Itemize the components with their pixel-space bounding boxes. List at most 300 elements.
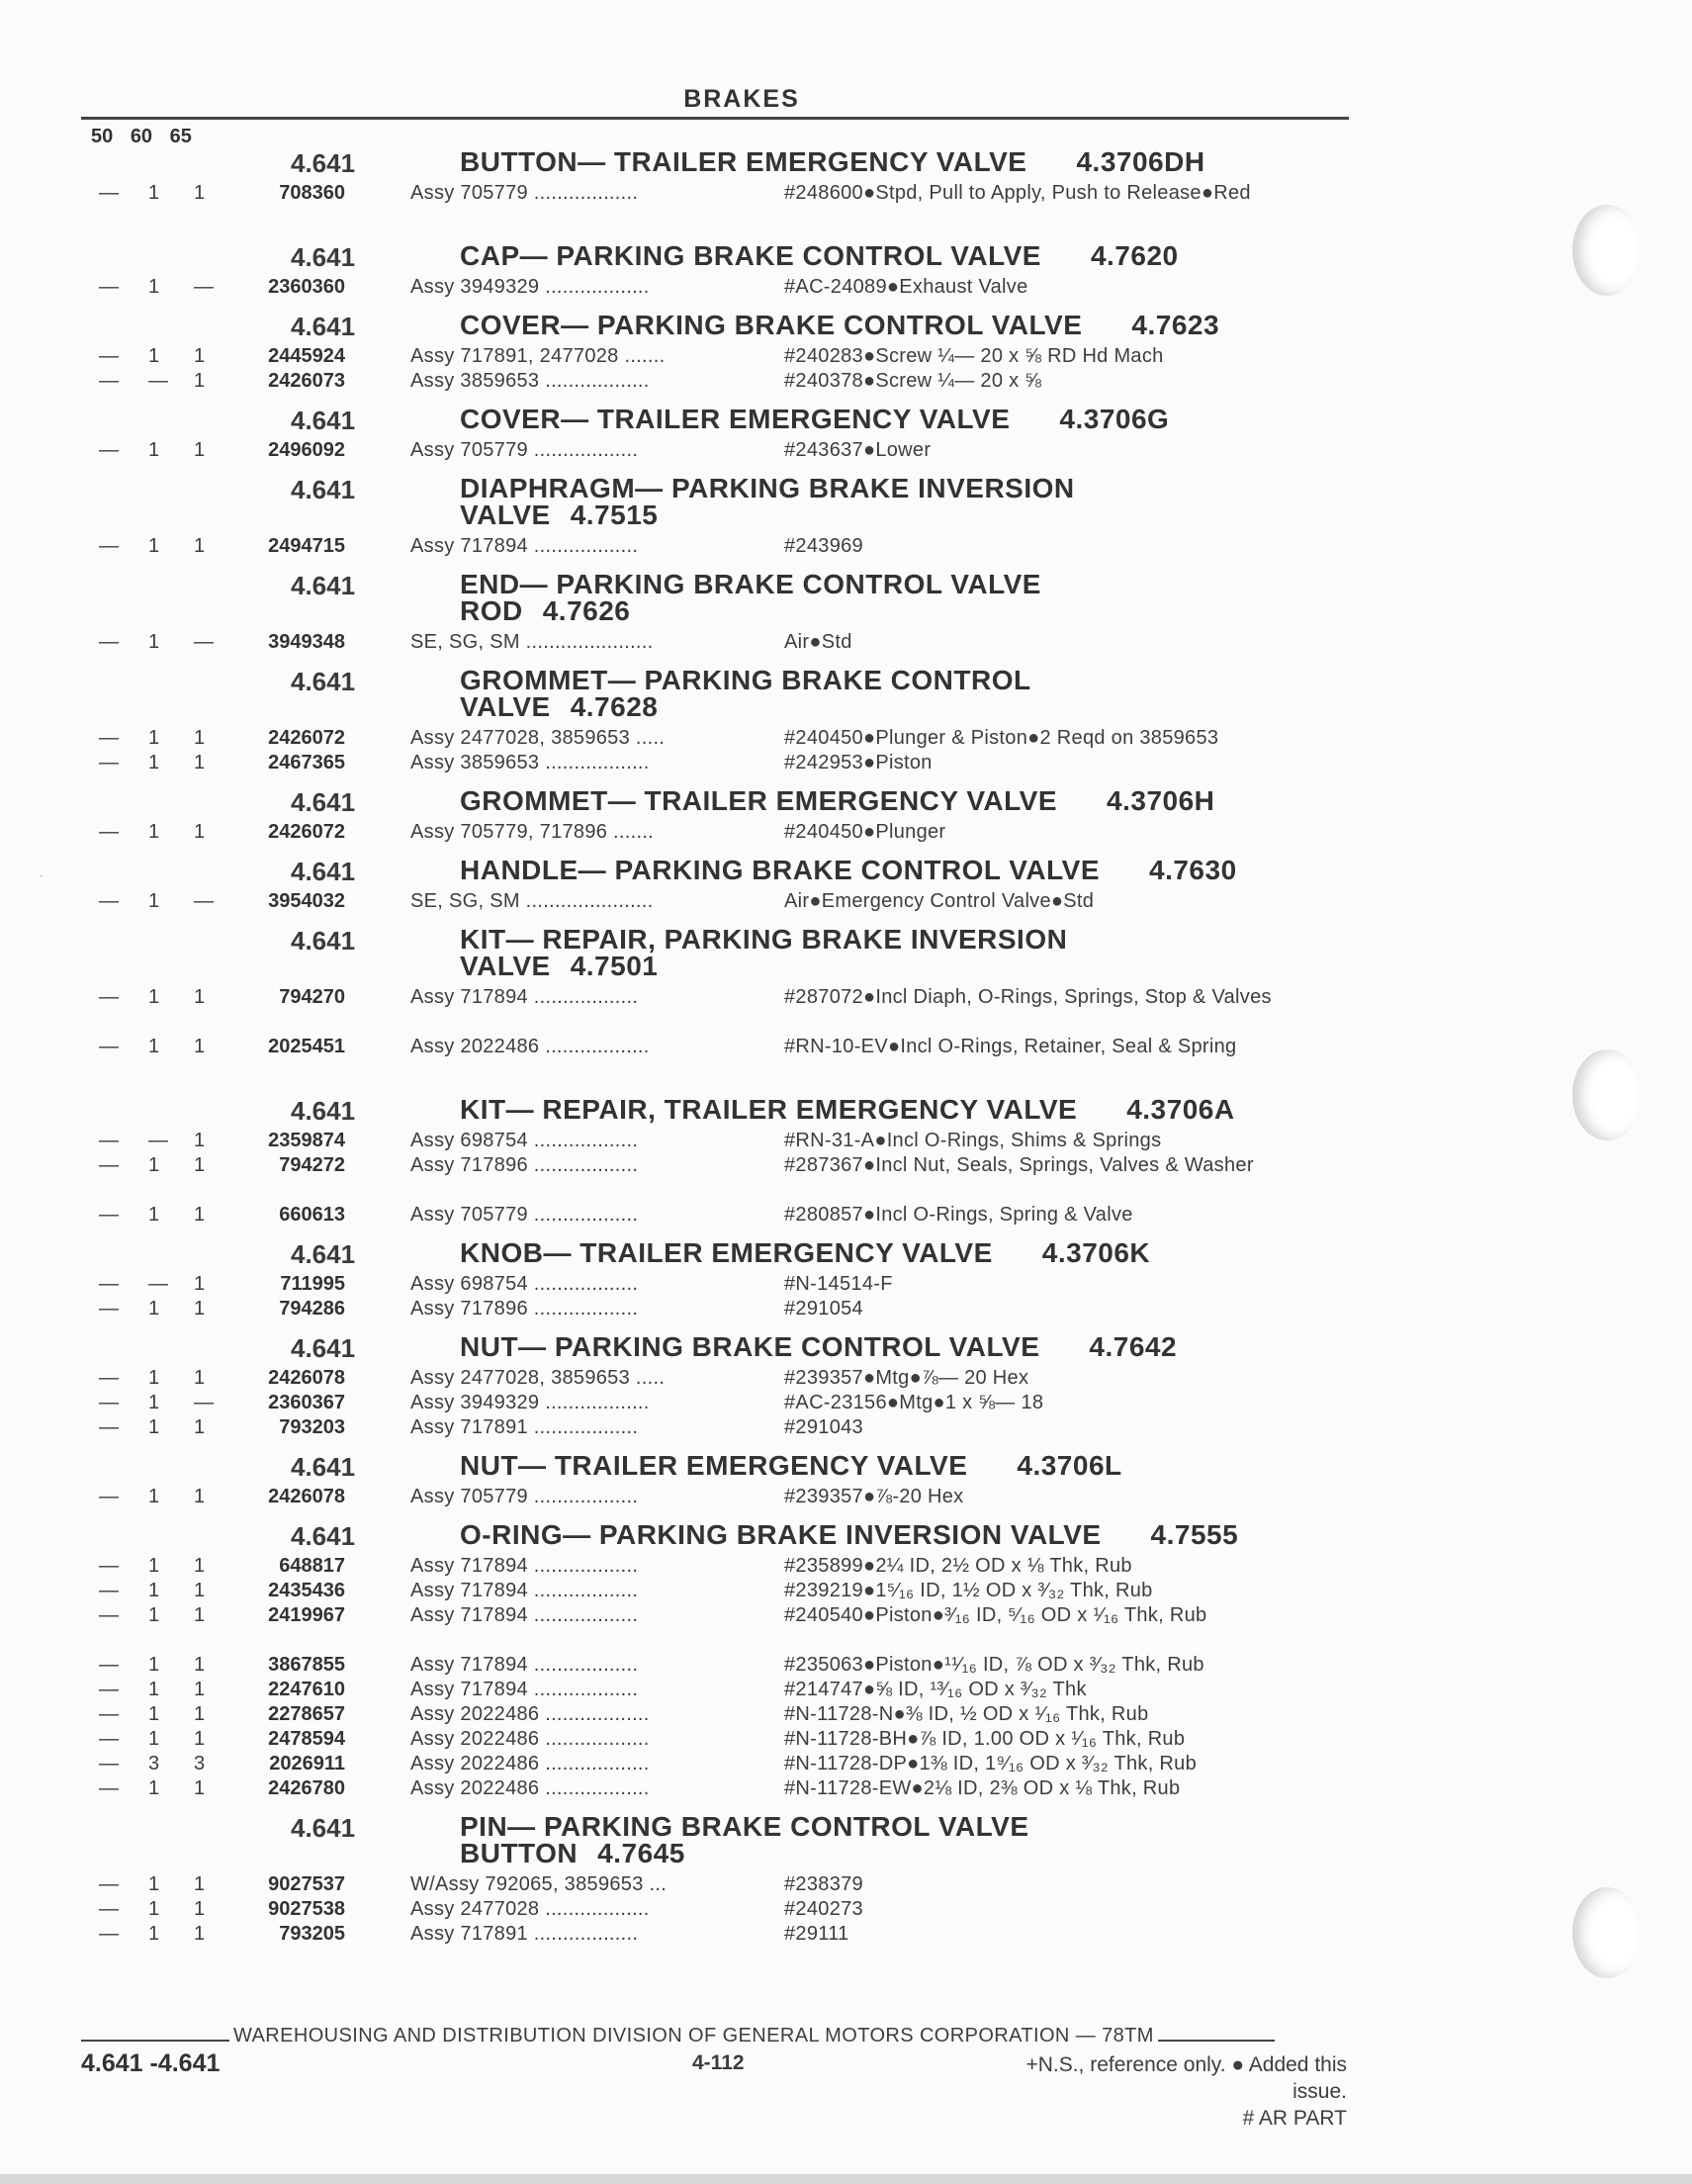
footer-rule-left (81, 2040, 229, 2042)
usage-text: Assy 2022486 .................. (410, 1753, 650, 1774)
part-number: 2445924 (268, 345, 345, 367)
part-row (0, 1678, 1692, 1702)
usage-text: Assy 2477028 .................. (410, 1898, 650, 1920)
qty-50: — (99, 276, 119, 298)
part-number: 2426078 (268, 1367, 345, 1389)
binder-hole-bottom (1572, 1887, 1642, 1978)
model-col-60: 60 (130, 126, 153, 147)
section-title: KNOB— TRAILER EMERGENCY VALVE (460, 1237, 993, 1268)
qty-50: — (99, 1273, 119, 1295)
section-items (0, 979, 1692, 1094)
qty-65: 1 (194, 1898, 206, 1920)
section-title: NUT— PARKING BRAKE CONTROL VALVE (460, 1331, 1040, 1362)
section-title: DIAPHRAGM— PARKING BRAKE INVERSION VALVE (460, 473, 1075, 530)
part-description: #240450●Plunger & Piston●2 Reqd on 3859653 (784, 727, 1219, 749)
section-code: 4.7623 (1131, 310, 1220, 340)
usage-text: Assy 717896 .................. (410, 1298, 639, 1320)
part-number: 3949348 (268, 631, 345, 653)
usage-text: Assy 705779 .................. (410, 182, 639, 204)
part-row (0, 1702, 1692, 1727)
usage-text: Assy 717894 .................. (410, 1679, 639, 1700)
usage-text: Assy 717894 .................. (410, 1654, 639, 1676)
section-group-ref: 4.641 (291, 406, 356, 435)
section-code: 4.7515 (570, 500, 659, 530)
section-group-ref: 4.641 (291, 475, 356, 504)
usage-text: Assy 717894 .................. (410, 535, 639, 557)
part-row (0, 889, 1692, 914)
part-row (0, 1579, 1692, 1603)
qty-50: — (99, 1486, 119, 1507)
part-number: 648817 (279, 1555, 345, 1577)
qty-65: — (194, 276, 214, 298)
part-number: 2467365 (268, 752, 345, 774)
qty-60: 1 (148, 1923, 160, 1945)
part-description: #243969 (784, 535, 863, 557)
part-description: #N-11728-DP●1⅜ ID, 1⁹⁄₁₆ OD x ³⁄₃₂ Thk, Rub (784, 1753, 1198, 1774)
part-row (0, 1897, 1692, 1922)
section-header (0, 1094, 1692, 1126)
part-number: 660613 (279, 1204, 345, 1226)
part-description: #240283●Screw ¼— 20 x ⅝ RD Hd Mach (784, 345, 1164, 367)
usage-text: Assy 705779 .................. (410, 439, 639, 461)
qty-50: — (99, 1130, 119, 1151)
part-description: #240450●Plunger (784, 821, 946, 843)
qty-65: 1 (194, 1555, 206, 1577)
catalog-section (0, 1811, 1692, 1956)
section-items (0, 1479, 1692, 1519)
qty-60: 1 (148, 821, 160, 843)
section-title: HANDLE— PARKING BRAKE CONTROL VALVE (460, 855, 1100, 885)
qty-50: — (99, 821, 119, 843)
parts-catalog (0, 146, 1692, 1956)
page-number: 4-112 (692, 2051, 745, 2074)
qty-50: — (99, 1154, 119, 1176)
qty-60: — (148, 370, 168, 392)
part-row (0, 1922, 1692, 1947)
footer-note-ns: +N.S., reference only. ● Added this issue. (1025, 2053, 1347, 2103)
usage-text: Assy 3949329 .................. (410, 1392, 650, 1413)
usage-text: Assy 3949329 .................. (410, 276, 650, 298)
catalog-section (0, 855, 1692, 924)
qty-60: 1 (148, 1367, 160, 1389)
part-row (0, 1776, 1692, 1801)
part-number: 3867855 (268, 1654, 345, 1676)
section-title-block (460, 569, 1692, 624)
usage-text: Assy 705779 .................. (410, 1486, 639, 1507)
qty-60: 1 (148, 1036, 160, 1057)
qty-50: — (99, 1777, 119, 1799)
usage-text: W/Assy 792065, 3859653 ... (410, 1873, 668, 1895)
qty-60: — (148, 1130, 168, 1151)
usage-text: Assy 2477028, 3859653 ..... (410, 1367, 666, 1389)
qty-60: 1 (148, 1654, 160, 1676)
section-items (0, 814, 1692, 855)
qty-50: — (99, 1416, 119, 1438)
part-row (0, 1035, 1692, 1084)
usage-text: Assy 3859653 .................. (410, 370, 650, 392)
qty-50: — (99, 1728, 119, 1750)
part-description: #240540●Piston●³⁄₁₆ ID, ⁵⁄₁₆ OD x ¹⁄₁₆ Thk, Rub (784, 1604, 1207, 1626)
usage-text: Assy 717891 .................. (410, 1923, 639, 1945)
section-title: GROMMET— PARKING BRAKE CONTROL VALVE (460, 665, 1031, 722)
qty-65: 1 (194, 727, 206, 749)
usage-text: Assy 2022486 .................. (410, 1703, 650, 1725)
section-title-block (460, 473, 1692, 528)
part-row (0, 1485, 1692, 1509)
qty-60: 1 (148, 345, 160, 367)
qty-50: — (99, 345, 119, 367)
binder-hole-middle (1572, 1049, 1642, 1140)
qty-50: — (99, 1204, 119, 1226)
qty-50: — (99, 752, 119, 774)
section-code: 4.7645 (597, 1838, 685, 1868)
section-header (0, 855, 1692, 886)
catalog-section (0, 240, 1692, 310)
section-title: END— PARKING BRAKE CONTROL VALVE ROD (460, 569, 1041, 626)
qty-50: — (99, 1898, 119, 1920)
part-number: 9027537 (268, 1873, 345, 1895)
section-group-ref: 4.641 (291, 312, 356, 341)
part-description: #248600●Stpd, Pull to Apply, Push to Release●Red (784, 182, 1251, 204)
part-number: 2496092 (268, 439, 345, 461)
part-description: #242953●Piston (784, 752, 933, 774)
section-title: COVER— TRAILER EMERGENCY VALVE (460, 404, 1011, 434)
qty-50: — (99, 1392, 119, 1413)
part-row (0, 1297, 1692, 1321)
qty-65: 1 (194, 1416, 206, 1438)
usage-text: Assy 2022486 .................. (410, 1036, 650, 1057)
usage-text: Assy 698754 .................. (410, 1273, 639, 1295)
qty-60: 1 (148, 727, 160, 749)
part-row (0, 1653, 1692, 1678)
section-title-block (460, 1237, 1692, 1266)
qty-65: — (194, 1392, 214, 1413)
catalog-section (0, 1094, 1692, 1237)
qty-65: 1 (194, 752, 206, 774)
qty-65: 1 (194, 1036, 206, 1057)
section-title-block (460, 146, 1692, 175)
binder-hole-top (1572, 205, 1642, 296)
part-number: 708360 (279, 182, 345, 204)
model-year-columns (91, 126, 204, 148)
qty-60: 1 (148, 890, 160, 912)
section-code: 4.7642 (1089, 1331, 1178, 1362)
qty-60: 1 (148, 1555, 160, 1577)
part-row (0, 1272, 1692, 1297)
section-items (0, 432, 1692, 473)
qty-50: — (99, 1679, 119, 1700)
catalog-section (0, 785, 1692, 855)
section-group-ref: 4.641 (291, 1813, 356, 1843)
qty-60: 1 (148, 439, 160, 461)
qty-60: 1 (148, 1873, 160, 1895)
qty-50: — (99, 439, 119, 461)
section-header (0, 569, 1692, 624)
section-header (0, 473, 1692, 528)
qty-60: 1 (148, 752, 160, 774)
part-number: 2494715 (268, 535, 345, 557)
part-description: #243637●Lower (784, 439, 932, 461)
section-title: BUTTON— TRAILER EMERGENCY VALVE (460, 146, 1027, 177)
section-header (0, 1237, 1692, 1269)
section-group-ref: 4.641 (291, 926, 356, 956)
qty-50: — (99, 1923, 119, 1945)
qty-60: 1 (148, 1728, 160, 1750)
qty-60: 1 (148, 535, 160, 557)
qty-65: 1 (194, 1580, 206, 1601)
qty-50: — (99, 1753, 119, 1774)
qty-65: 3 (194, 1753, 206, 1774)
part-description: #29111 (784, 1923, 849, 1945)
part-row (0, 726, 1692, 751)
section-title-block (460, 1811, 1692, 1866)
catalog-section (0, 924, 1692, 1094)
catalog-section (0, 1450, 1692, 1519)
qty-50: — (99, 890, 119, 912)
part-description: #AC-24089●Exhaust Valve (784, 276, 1028, 298)
section-group-ref: 4.641 (291, 1452, 356, 1482)
qty-50: — (99, 1555, 119, 1577)
part-number: 2026911 (269, 1753, 345, 1774)
section-title: PIN— PARKING BRAKE CONTROL VALVE BUTTON (460, 1811, 1029, 1868)
catalog-section (0, 1519, 1692, 1811)
part-number: 2419967 (268, 1604, 345, 1626)
page-title: BRAKES (683, 85, 800, 113)
qty-60: 1 (148, 1898, 160, 1920)
qty-60: 1 (148, 1204, 160, 1226)
part-description: #N-14514-F (784, 1273, 893, 1295)
scan-speck: · (40, 868, 44, 882)
part-description: #240273 (784, 1898, 863, 1920)
qty-65: 1 (194, 182, 206, 204)
qty-65: 1 (194, 1728, 206, 1750)
qty-50: — (99, 1367, 119, 1389)
section-header (0, 1331, 1692, 1363)
section-group-ref: 4.641 (291, 148, 356, 178)
qty-60: 1 (148, 1154, 160, 1176)
section-group-ref: 4.641 (291, 242, 356, 272)
part-row (0, 1603, 1692, 1653)
section-title-block (460, 404, 1692, 432)
qty-50: — (99, 1703, 119, 1725)
part-row (0, 751, 1692, 775)
part-description: #291043 (784, 1416, 863, 1438)
part-number: 2426072 (268, 821, 345, 843)
part-description: #239219●1⁵⁄₁₆ ID, 1½ OD x ³⁄₃₂ Thk, Rub (784, 1580, 1153, 1601)
section-group-ref: 4.641 (291, 1096, 356, 1126)
part-description: #240378●Screw ¼— 20 x ⅝ (784, 370, 1042, 392)
qty-50: — (99, 1298, 119, 1320)
part-description: #287367●Incl Nut, Seals, Springs, Valves & Washer (784, 1154, 1254, 1176)
section-title-block (460, 1450, 1692, 1479)
qty-50: — (99, 631, 119, 653)
section-title: KIT— REPAIR, PARKING BRAKE INVERSION VALVE (460, 924, 1068, 981)
section-items (0, 720, 1692, 785)
footer-division: WAREHOUSING AND DISTRIBUTION DIVISION OF GENERAL MOTORS CORPORATION — 78TM (233, 2025, 1154, 2047)
usage-text: Assy 717891, 2477028 ....... (410, 345, 666, 367)
model-col-65: 65 (169, 126, 192, 147)
usage-text: Assy 3859653 .................. (410, 752, 650, 774)
section-group-ref: 4.641 (291, 1333, 356, 1363)
part-description: #AC-23156●Mtg●1 x ⅝— 18 (784, 1392, 1044, 1413)
part-number: 2426073 (268, 370, 345, 392)
section-title: NUT— TRAILER EMERGENCY VALVE (460, 1450, 968, 1481)
part-number: 2426072 (268, 727, 345, 749)
part-description: #RN-10-EV●Incl O-Rings, Retainer, Seal & Spring (784, 1036, 1237, 1057)
usage-text: SE, SG, SM ...................... (410, 890, 654, 912)
section-title: KIT— REPAIR, TRAILER EMERGENCY VALVE (460, 1094, 1078, 1125)
part-row (0, 1554, 1692, 1579)
section-group-ref: 4.641 (291, 1521, 356, 1551)
part-number: 793203 (279, 1416, 345, 1438)
qty-65: 1 (194, 1777, 206, 1799)
part-description: #239357●⅞-20 Hex (784, 1486, 964, 1507)
section-items (0, 338, 1692, 404)
qty-60: 1 (148, 1703, 160, 1725)
part-description: Air●Std (784, 631, 852, 653)
qty-60: 1 (148, 1416, 160, 1438)
section-title-block (460, 1331, 1692, 1360)
section-code: 4.3706A (1126, 1094, 1235, 1125)
usage-text: Assy 717891 .................. (410, 1416, 639, 1438)
footer-division-line (81, 2025, 1349, 2048)
section-header (0, 240, 1692, 272)
section-code: 4.7630 (1149, 855, 1237, 885)
section-code: 4.7628 (570, 691, 659, 722)
qty-65: 1 (194, 1154, 206, 1176)
section-code: 4.3706G (1059, 404, 1170, 434)
section-title-block (460, 240, 1692, 269)
qty-60: 1 (148, 1486, 160, 1507)
part-number: 2435436 (268, 1580, 345, 1601)
part-row (0, 1727, 1692, 1752)
catalog-section (0, 569, 1692, 665)
section-items (0, 175, 1692, 240)
section-code: 4.7626 (542, 595, 631, 626)
part-row (0, 1366, 1692, 1391)
usage-text: Assy 698754 .................. (410, 1130, 639, 1151)
section-title-block (460, 924, 1692, 979)
section-code: 4.7620 (1090, 240, 1179, 271)
section-items (0, 269, 1692, 310)
qty-50: — (99, 1873, 119, 1895)
section-items (0, 528, 1692, 569)
qty-65: 1 (194, 535, 206, 557)
section-title-block (460, 310, 1692, 338)
footer-note-ar: # AR PART (1242, 2107, 1347, 2130)
section-header (0, 924, 1692, 979)
part-row (0, 1391, 1692, 1415)
catalog-section (0, 404, 1692, 473)
section-header (0, 665, 1692, 720)
qty-65: 1 (194, 1204, 206, 1226)
footer-legend (989, 2051, 1347, 2132)
section-header (0, 1811, 1692, 1866)
part-number: 2360367 (268, 1392, 345, 1413)
qty-65: 1 (194, 1604, 206, 1626)
part-number: 2247610 (268, 1679, 345, 1700)
part-row (0, 1203, 1692, 1228)
section-code: 4.3706L (1017, 1450, 1122, 1481)
part-row (0, 369, 1692, 394)
section-header (0, 785, 1692, 817)
part-description: #214747●⅝ ID, ¹³⁄₁₆ OD x ³⁄₃₂ Thk (784, 1679, 1087, 1700)
scan-bottom-edge (0, 2174, 1692, 2184)
section-title-block (460, 1519, 1692, 1548)
part-row (0, 1415, 1692, 1440)
part-description: Air●Emergency Control Valve●Std (784, 890, 1095, 912)
qty-50: — (99, 986, 119, 1008)
section-group-ref: 4.641 (291, 667, 356, 696)
section-title: CAP— PARKING BRAKE CONTROL VALVE (460, 240, 1041, 271)
qty-50: — (99, 727, 119, 749)
qty-65: — (194, 631, 214, 653)
part-description: #RN-31-A●Incl O-Rings, Shims & Springs (784, 1130, 1162, 1151)
section-group-ref: 4.641 (291, 1239, 356, 1269)
catalog-section (0, 473, 1692, 569)
part-row (0, 438, 1692, 463)
qty-65: 1 (194, 1923, 206, 1945)
catalog-section (0, 146, 1692, 240)
qty-65: 1 (194, 1130, 206, 1151)
qty-60: 1 (148, 1298, 160, 1320)
part-row (0, 1153, 1692, 1203)
section-group-ref: 4.641 (291, 787, 356, 817)
usage-text: Assy 2022486 .................. (410, 1777, 650, 1799)
usage-text: Assy 2022486 .................. (410, 1728, 650, 1750)
section-code: 4.7501 (570, 951, 659, 981)
section-code: 4.3706DH (1076, 146, 1205, 177)
section-items (0, 1266, 1692, 1331)
part-row (0, 630, 1692, 655)
part-row (0, 275, 1692, 300)
section-header (0, 310, 1692, 341)
part-number: 711995 (280, 1273, 345, 1295)
catalog-section (0, 1331, 1692, 1450)
usage-text: Assy 717894 .................. (410, 1604, 639, 1626)
part-row (0, 344, 1692, 369)
qty-65: 1 (194, 1298, 206, 1320)
qty-50: — (99, 1604, 119, 1626)
section-header (0, 146, 1692, 178)
qty-50: — (99, 1580, 119, 1601)
catalog-section (0, 665, 1692, 785)
section-title: COVER— PARKING BRAKE CONTROL VALVE (460, 310, 1083, 340)
part-description: #280857●Incl O-Rings, Spring & Valve (784, 1204, 1133, 1226)
part-description: #N-11728-N●⅜ ID, ½ OD x ¹⁄₁₆ Thk, Rub (784, 1703, 1149, 1725)
qty-65: 1 (194, 1273, 206, 1295)
section-code: 4.3706K (1041, 1237, 1151, 1268)
part-number: 2278657 (268, 1703, 345, 1725)
section-header (0, 1519, 1692, 1551)
qty-50: — (99, 182, 119, 204)
part-number: 2025451 (268, 1036, 345, 1057)
part-number: 794272 (279, 1154, 345, 1176)
part-description: #N-11728-BH●⅞ ID, 1.00 OD x ¹⁄₁₆ Thk, Rub (784, 1728, 1186, 1750)
qty-60: 3 (148, 1753, 160, 1774)
part-number: 2426780 (268, 1777, 345, 1799)
section-title-block (460, 855, 1692, 883)
part-number: 9027538 (268, 1898, 345, 1920)
usage-text: Assy 705779, 717896 ....... (410, 821, 655, 843)
footer-rule-right (1158, 2040, 1275, 2042)
qty-65: 1 (194, 1486, 206, 1507)
section-title-block (460, 665, 1692, 720)
qty-50: — (99, 1654, 119, 1676)
qty-60: 1 (148, 986, 160, 1008)
qty-60: 1 (148, 276, 160, 298)
section-items (0, 624, 1692, 665)
